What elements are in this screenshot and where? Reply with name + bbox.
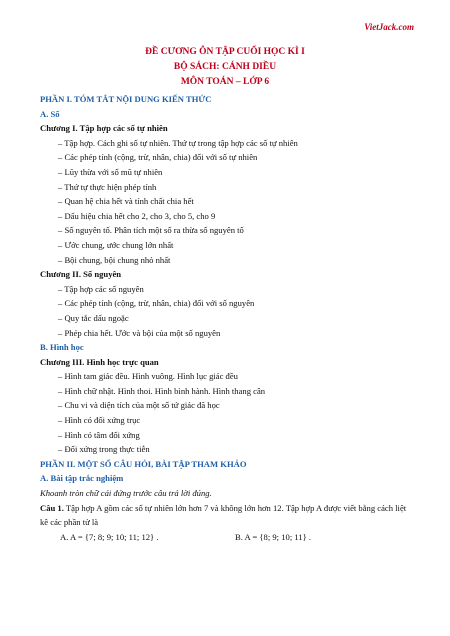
document-body	[40, 92, 416, 544]
list-item: – Lũy thừa với số mũ tự nhiên	[58, 166, 163, 177]
book-line	[0, 62, 450, 72]
list-item: – Ước chung, ước chung lớn nhất	[58, 239, 174, 250]
list-item: – Hình có tâm đối xứng	[58, 429, 140, 440]
list-item: – Hình có đối xứng trục	[58, 415, 141, 426]
list-item: – Các phép tính (cộng, trừ, nhân, chia) đối với số nguyên	[58, 298, 255, 309]
question-1-text: Tập hợp A gồm các số tự nhiên lớn hơn 7 và không lớn hơn 12. Tập hợp A được viết bằng cách liệt kê các phần tử là	[40, 502, 407, 528]
chapter2-title: Chương II. Số nguyên	[40, 269, 122, 280]
part1-title: PHẦN I. TÓM TẮT NỘI DUNG KIẾN THỨC	[40, 94, 212, 104]
list-item: – Tập hợp. Cách ghi số tự nhiên. Thứ tự trong tập hợp các số tự nhiên	[58, 137, 298, 148]
list-item: – Chu vi và diện tích của một số tứ giác đã học	[58, 400, 220, 411]
section-b-title: B. Hình học	[40, 342, 84, 353]
question-1-answers	[40, 530, 416, 545]
doc-title: ĐỀ CƯƠNG ÔN TẬP CUỐI HỌC KÌ I	[145, 47, 305, 57]
answer-b: B. A = {8; 9; 10; 11} .	[235, 531, 312, 542]
chapter3-title: Chương III. Hình học trực quan	[40, 356, 159, 367]
list-item: – Hình tam giác đều. Hình vuông. Hình lục giác đều	[58, 371, 238, 382]
quiz-section-title: A. Bài tập trắc nghiệm	[40, 473, 124, 484]
list-item: – Tập hợp các số nguyên	[58, 283, 144, 294]
book-name: CÁNH DIỀU	[221, 62, 277, 72]
chapter1-title: Chương I. Tập hợp các số tự nhiên	[40, 123, 168, 134]
list-item: – Quy tắc dấu ngoặc	[58, 312, 129, 323]
quiz-instruction: Khoanh tròn chữ cái đứng trước câu trả lời đúng.	[40, 488, 212, 499]
question-1-label: Câu 1.	[40, 502, 64, 513]
book-prefix: BỘ SÁCH:	[173, 62, 222, 72]
list-item: – Bội chung, bội chung nhỏ nhất	[58, 254, 171, 265]
list-item: – Các phép tính (cộng, trừ, nhân, chia) đối với số tự nhiên	[58, 152, 258, 163]
list-item: – Số nguyên tố. Phân tích một số ra thừa số nguyên tố	[58, 225, 244, 236]
list-item: – Quan hệ chia hết và tính chất chia hết	[58, 196, 194, 207]
list-item: – Đối xứng trong thực tiễn	[58, 444, 150, 455]
answer-a: A. A = {7; 8; 9; 10; 11; 12} .	[60, 531, 159, 542]
question-1	[40, 501, 416, 530]
subject-line: MÔN TOÁN – LỚP 6	[180, 77, 270, 87]
list-item: – Thứ tự thực hiện phép tính	[58, 181, 157, 192]
brand-watermark: VietJack.com	[364, 22, 414, 32]
part2-title: PHẦN II. MỘT SỐ CÂU HỎI, BÀI TẬP THAM KHẢO	[40, 458, 247, 469]
list-item: – Hình chữ nhật. Hình thoi. Hình bình hành. Hình thang cân	[58, 385, 266, 396]
list-item: – Dấu hiệu chia hết cho 2, cho 3, cho 5, cho 9	[58, 210, 216, 221]
list-item: – Phép chia hết. Ước và bội của một số nguyên	[58, 327, 221, 338]
section-a-title: A. Số	[40, 108, 60, 119]
